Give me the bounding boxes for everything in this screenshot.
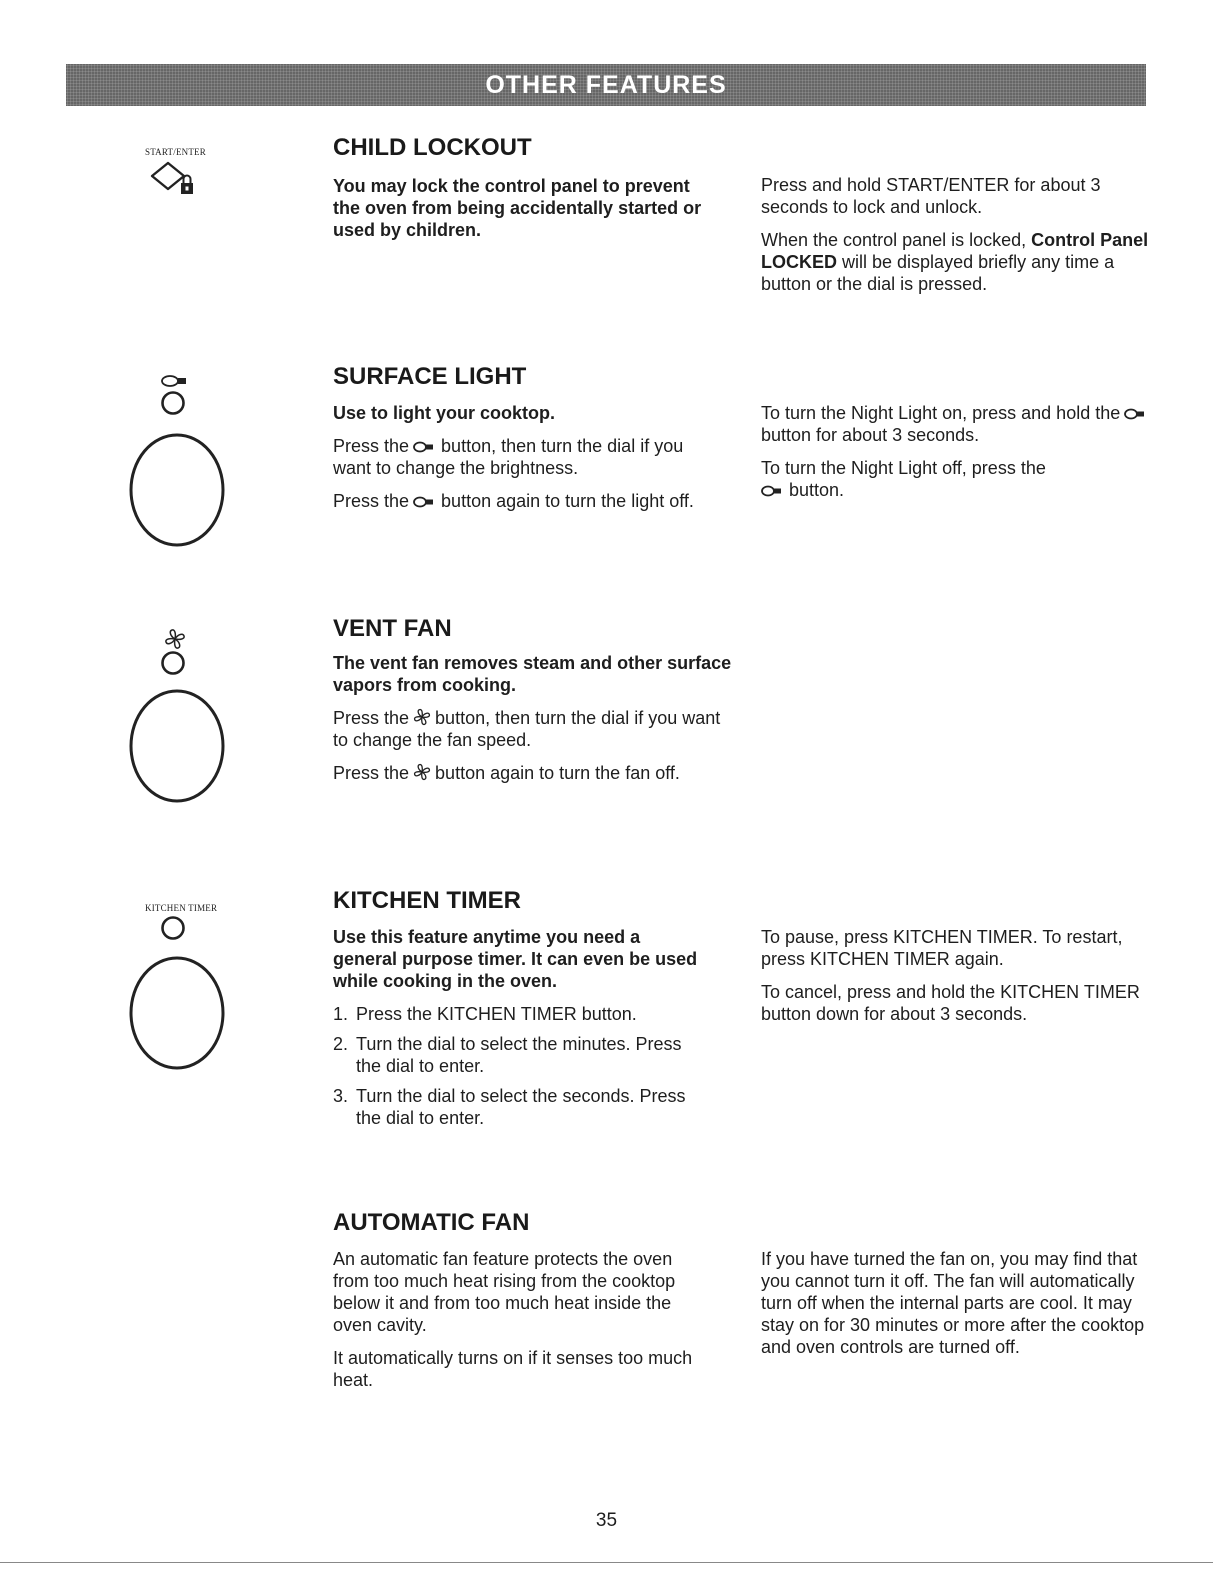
kitchen-timer-title: KITCHEN TIMER [333, 887, 521, 914]
text: button again to turn the light off. [441, 491, 694, 511]
light-bulb-icon [413, 440, 437, 454]
text: will be displayed briefly any time a button or the dial is pressed. [761, 252, 1115, 294]
kitchen-timer-lead: Use this feature anytime you need a general purpose timer. It can even be used while cooking in the oven. [333, 927, 698, 991]
vent-fan-lead: The vent fan removes steam and other surface vapors from cooking. [333, 653, 732, 695]
fan-icon [413, 763, 431, 781]
kitchen-timer-right-p1: To pause, press KITCHEN TIMER. To restart, press KITCHEN TIMER again. [761, 927, 1123, 969]
light-button-icon [160, 390, 186, 416]
text: button, then turn the dial if you want to change the brightness. [333, 436, 684, 478]
dial-icon [128, 688, 226, 804]
light-bulb-icon [761, 484, 785, 498]
text: To turn the Night Light off, press the [761, 458, 1046, 478]
text: button for about 3 seconds. [761, 425, 980, 445]
step-number: 2. [333, 1034, 349, 1054]
child-lockout-lead: You may lock the control panel to prevent the oven from being accidentally started or used by children. [333, 176, 702, 240]
fan-icon [164, 628, 186, 650]
dial-icon [128, 955, 226, 1071]
surface-light-lead: Use to light your cooktop. [333, 403, 556, 423]
child-lockout-right-p2 [761, 229, 1156, 295]
vent-fan-title: VENT FAN [333, 615, 452, 642]
step-1 [333, 1003, 703, 1025]
page-number: 35 [595, 1510, 618, 1531]
vent-fan-p1 [333, 707, 733, 751]
kitchen-timer-right-p2: To cancel, press and hold the KITCHEN TIMER button down for about 3 seconds. [761, 982, 1140, 1024]
child-lockout-title: CHILD LOCKOUT [333, 134, 532, 161]
section-banner [66, 64, 1146, 106]
text: Press the [333, 491, 410, 511]
surface-light-right-p1 [761, 402, 1156, 446]
banner-title: OTHER FEATURES [485, 70, 727, 99]
step-text: Press the KITCHEN TIMER button. [356, 1004, 637, 1024]
surface-light-p1 [333, 435, 713, 479]
text: To turn the Night Light on, press and hold the [761, 403, 1121, 423]
text: Press the [333, 436, 410, 456]
text: button. [789, 480, 845, 500]
automatic-fan-p2: It automatically turns on if it senses too much heat. [333, 1348, 693, 1390]
surface-light-right-p2 [761, 457, 1156, 501]
light-bulb-icon [413, 495, 437, 509]
step-number: 1. [333, 1004, 349, 1024]
automatic-fan-title: AUTOMATIC FAN [333, 1209, 530, 1236]
light-bulb-icon [160, 373, 194, 389]
surface-light-p2 [333, 490, 713, 512]
step-text: Turn the dial to select the minutes. Press the dial to enter. [356, 1034, 682, 1076]
step-number: 3. [333, 1086, 349, 1106]
dial-icon [128, 432, 226, 548]
start-enter-label: START/ENTER [145, 147, 206, 157]
text: button, then turn the dial if you want to change the fan speed. [333, 708, 721, 750]
bottom-rule [0, 1562, 1213, 1563]
surface-light-title: SURFACE LIGHT [333, 363, 527, 390]
automatic-fan-p1: An automatic fan feature protects the oven from too much heat rising from the cooktop below it and from too much heat inside the oven cavity. [333, 1249, 676, 1335]
automatic-fan-right-p1: If you have turned the fan on, you may find that you cannot turn it off. The fan will automatically turn off when the internal parts are cool. It may stay on for 30 minutes or more after the cooktop and oven controls are turned off. [761, 1249, 1145, 1357]
control-panel-locked-text: Control Panel LOCKED [761, 230, 1149, 272]
text: button again to turn the fan off. [435, 763, 680, 783]
light-bulb-icon [1124, 407, 1148, 421]
kitchen-timer-label: KITCHEN TIMER [145, 903, 218, 913]
fan-button-icon [160, 650, 186, 676]
step-text: Turn the dial to select the seconds. Press the dial to enter. [356, 1086, 686, 1128]
kitchen-timer-button-icon [160, 915, 186, 941]
text: When the control panel is locked, [761, 230, 1027, 250]
step-3 [333, 1085, 703, 1129]
fan-icon [413, 708, 431, 726]
vent-fan-p2 [333, 762, 733, 784]
text: Press the [333, 763, 410, 783]
start-enter-lock-icon [146, 160, 208, 200]
step-2 [333, 1033, 703, 1077]
text: Press the [333, 708, 410, 728]
child-lockout-right-p1: Press and hold START/ENTER for about 3 seconds to lock and unlock. [761, 175, 1101, 217]
